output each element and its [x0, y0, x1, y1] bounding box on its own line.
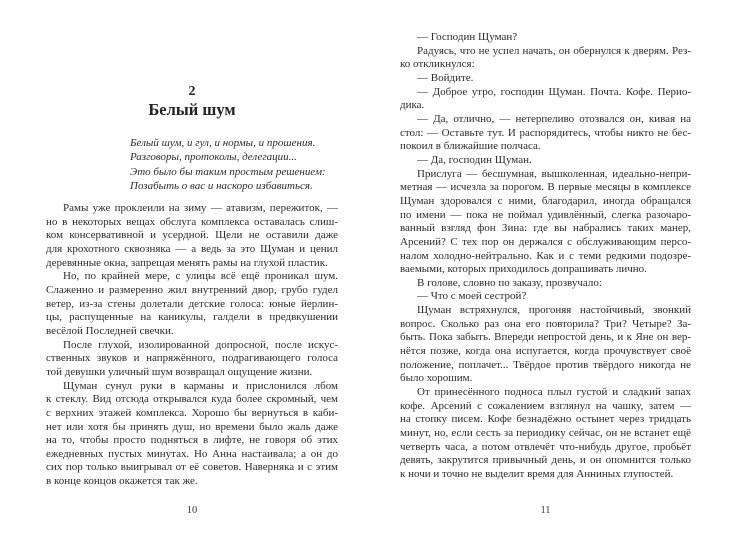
text-line: в конце концов окажется так же.	[46, 475, 198, 488]
text-line: на стопку писем. Кофе безнадёжно остынет через тридцать	[400, 413, 691, 426]
page-number-right: 11	[540, 505, 551, 516]
text-line: вопрос. Сколько раз она его повторила? Три? Четыре? За-	[400, 317, 691, 330]
text-line: быть. Пока забыть. Впереди непростой день, и к Яне он вер-	[400, 331, 691, 344]
text-line: ежедневных пустых минутах. Но Анна настаивала; а он до	[46, 447, 338, 460]
text-line: кофе. Арсений с сожалением взглянул на чашку, затем —	[400, 399, 691, 412]
text-line: — Господин Щуман?	[417, 31, 518, 43]
text-line: но в некоторых вещах обслуга комплекса оставалась слиш-	[46, 215, 338, 228]
text-line: нет или хотя бы принять душ, но времени было жаль даже	[46, 420, 338, 433]
text-line: Щуман сунул руки в карманы и прислонился лбом	[63, 379, 338, 392]
text-line: к ночи и точно не выделит время для Анниных глупостей.	[400, 468, 674, 480]
text-line: сих пор только выигрывал от её советов. Наверняка и с этим	[46, 461, 338, 474]
text-line: метная — исчезла за порогом. В первые месяцы в комплексе	[400, 181, 691, 194]
text-line: налом холодно-нейтрально. Как и с теми редкими подозре-	[400, 249, 691, 262]
text-line: весёлой Последней свечки.	[46, 324, 174, 337]
text-line: минут, но, если сесть за периодику сейчас, он не встанет ещё	[400, 427, 691, 440]
text-line: с верхних этажей комплекса. Хорошо бы вернуться в каби-	[46, 406, 338, 419]
epigraph-line: Белый шум, и гул, и нормы, и прошения.	[130, 137, 316, 149]
epigraph-line: Разговоры, протоколы, делегации...	[130, 151, 297, 164]
text-line: — Что с моей сестрой?	[417, 290, 527, 303]
text-line: Слаженно и размеренно жил внутренний двор, грубо гудел	[46, 283, 338, 296]
text-line: После глухой, изолированной допросной, после искус-	[63, 338, 338, 351]
text-line: Щуман встряхнулся, прогоняя настойчивый, звонкий	[417, 304, 691, 317]
text-line: ко откликнулся:	[400, 58, 475, 71]
text-line: было хорошим.	[400, 372, 473, 385]
text-line: дика.	[400, 99, 425, 112]
text-line: к стеклу. Вид отсюда открывался куда более скромный, чем	[46, 393, 338, 406]
text-line: той девушки уличный шум возвращал ощущение жизни.	[46, 365, 313, 378]
body-text-right	[400, 31, 691, 482]
text-line: ком консервативной и усердной. Щели не оставили даже	[46, 229, 338, 242]
text-line: покоил в ближайшие полчаса.	[400, 140, 541, 153]
text-line: Прислуга — бесшумная, вышколенная, идеально-непри-	[417, 167, 691, 180]
text-line: — Войдите.	[417, 71, 474, 84]
text-line: ственных звуков и напряжённого, подрагивающего голоса	[46, 352, 338, 365]
chapter-epigraph	[130, 136, 338, 194]
text-line: — Доброе утро, господин Щуман. Почта. Кофе. Перио-	[417, 85, 691, 98]
text-line: — Да, отлично, — нетерпеливо отозвался он, кивая на	[417, 112, 691, 125]
text-line: цы, распущенные на каникулы, галдели в предвкушении	[46, 311, 338, 324]
text-line: Радуясь, что не успел начать, он обернулся к дверям. Рез-	[417, 44, 691, 57]
epigraph-line: Это было бы таким простым решением:	[130, 165, 326, 178]
text-line: Щуман здоровался с ними, благодарил, иногда обращался	[400, 194, 691, 207]
text-line: Рамы уже проклеили на зиму — атавизм, пережиток, —	[63, 202, 338, 214]
body-text-left	[46, 202, 338, 489]
epigraph-line: Позабыть о вас и наскоро избавиться.	[130, 180, 313, 193]
text-line: четверть часа, а потом отвлечёт что-нибудь другое, пробьёт	[400, 440, 691, 453]
text-line: стол: — Оставьте тут. И распорядитесь, чтобы никто не бес-	[400, 126, 691, 139]
text-line: по имени — пока не поймал удивлённый, слегка разочаро-	[400, 208, 691, 221]
text-line: Но, по крайней мере, с улицы всё ещё проникал шум.	[63, 270, 338, 283]
text-line: В голове, словно по заказу, прозвучало:	[417, 276, 602, 289]
text-line: ветер, из-за стены долетали детские голоса: юные йерлин-	[46, 297, 338, 310]
chapter-title: Белый шум	[148, 100, 236, 119]
text-line: — Да, господин Щуман.	[417, 153, 532, 166]
text-line: нётся позже, когда она испугается, когда прочувствует своё	[400, 345, 691, 358]
text-line: ваемыми, которых приходилось допрашивать лично.	[400, 263, 647, 276]
text-line: для крохотного сквозняка — а ведь за это Щуман и ценил	[46, 242, 338, 255]
page-right	[400, 0, 691, 540]
text-line: ванный взгляд фон Зина: где вы набрались таких манер,	[400, 222, 691, 235]
text-line: деревянные окна, запрещая менять рамы на глухой пластик.	[46, 256, 328, 269]
text-line: на то, чтобы просто подняться в лифте, не говоря об этих	[46, 434, 338, 447]
text-line: Арсений? С тех пор он держался с обслуживающим персо-	[400, 235, 691, 248]
chapter-number: 2	[188, 84, 196, 99]
text-line: От принесённого подноса плыл густой и сладкий запах	[417, 386, 691, 399]
page-left	[46, 0, 338, 540]
text-line: девять, закрутится привычный день, и он опомнится только	[400, 454, 691, 467]
text-line: положение, поплачет... Твёрдое против твёрдого никогда не	[400, 358, 691, 371]
page-number-left: 10	[186, 505, 198, 516]
